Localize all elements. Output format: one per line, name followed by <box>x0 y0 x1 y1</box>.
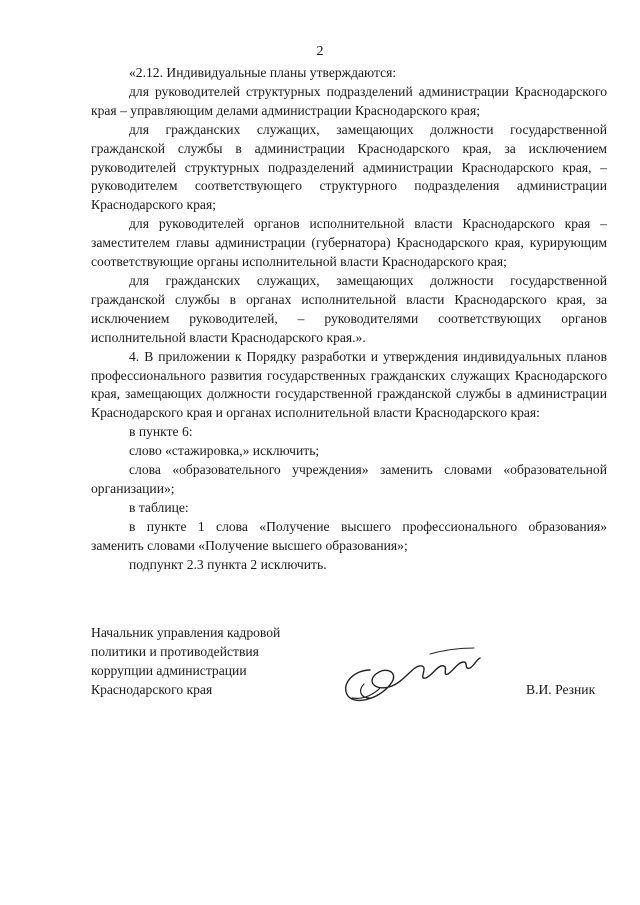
signer-position-line: Начальник управления кадровой <box>91 625 281 640</box>
paragraph-point-1-replacement: в пункте 1 слова «Получение высшего профессионального образования» заменить словами «Получение высшего образования»; <box>91 518 607 553</box>
paragraph-educational-replacement: слова «образовательного учреждения» заменить словами «образовательной организации»; <box>91 462 607 496</box>
paragraph-structural-heads: для руководителей структурных подразделений администрации Краснодарского края – управляющим делами администрации Краснодарского края; <box>91 83 607 118</box>
paragraph-civil-servants-administration: для гражданских служащих, замещающих должности государственной гражданской службы в администрации Краснодарского края, за исключением руководителей структурных подразделений администрации Краснодарского края, – руководителем соответствующего структурного подразделения администрации Краснодарского края; <box>91 121 607 213</box>
paragraph-subpoint-removal: подпункт 2.3 пункта 2 исключить. <box>129 556 327 572</box>
signer-position <box>91 624 280 700</box>
paragraph-internship-removal: слово «стажировка,» исключить; <box>129 443 320 459</box>
paragraph-point-6: в пункте 6: <box>129 424 193 440</box>
signer-position-line: коррупции администрации <box>91 662 247 678</box>
handwritten-signature <box>334 640 484 710</box>
page-number: 2 <box>316 44 324 59</box>
paragraph-2-12-intro: «2.12. Индивидуальные планы утверждаются: <box>129 65 397 80</box>
signer-position-line: Краснодарского края <box>91 681 213 697</box>
paragraph-item-4: 4. В приложении к Порядку разработки и утверждения индивидуальных планов профессионального развития государственных гражданских служащих Краснодарского края, замещающих должности государственной гражданской службы в администрации Краснодарского края и органах исполнительной власти Краснодарского края: <box>91 348 607 421</box>
paragraph-executive-heads: для руководителей органов исполнительной власти Краснодарского края – заместителем главы администрации (губернатора) Краснодарского края, курирующим соответствующие органы исполнительной власти Краснодарского края; <box>91 216 607 270</box>
paragraph-civil-servants-executive: для гражданских служащих, замещающих должности государственной гражданской службы в органах исполнительной власти Краснодарского края, за исключением руководителей, – руководителями соответствующих органов исполнительной власти Краснодарского края.». <box>91 272 607 345</box>
paragraph-in-table: в таблице: <box>129 499 189 515</box>
signer-position-line: политики и противодействия <box>91 643 259 659</box>
document-body <box>91 64 607 574</box>
signer-name: В.И. Резник <box>526 682 596 697</box>
